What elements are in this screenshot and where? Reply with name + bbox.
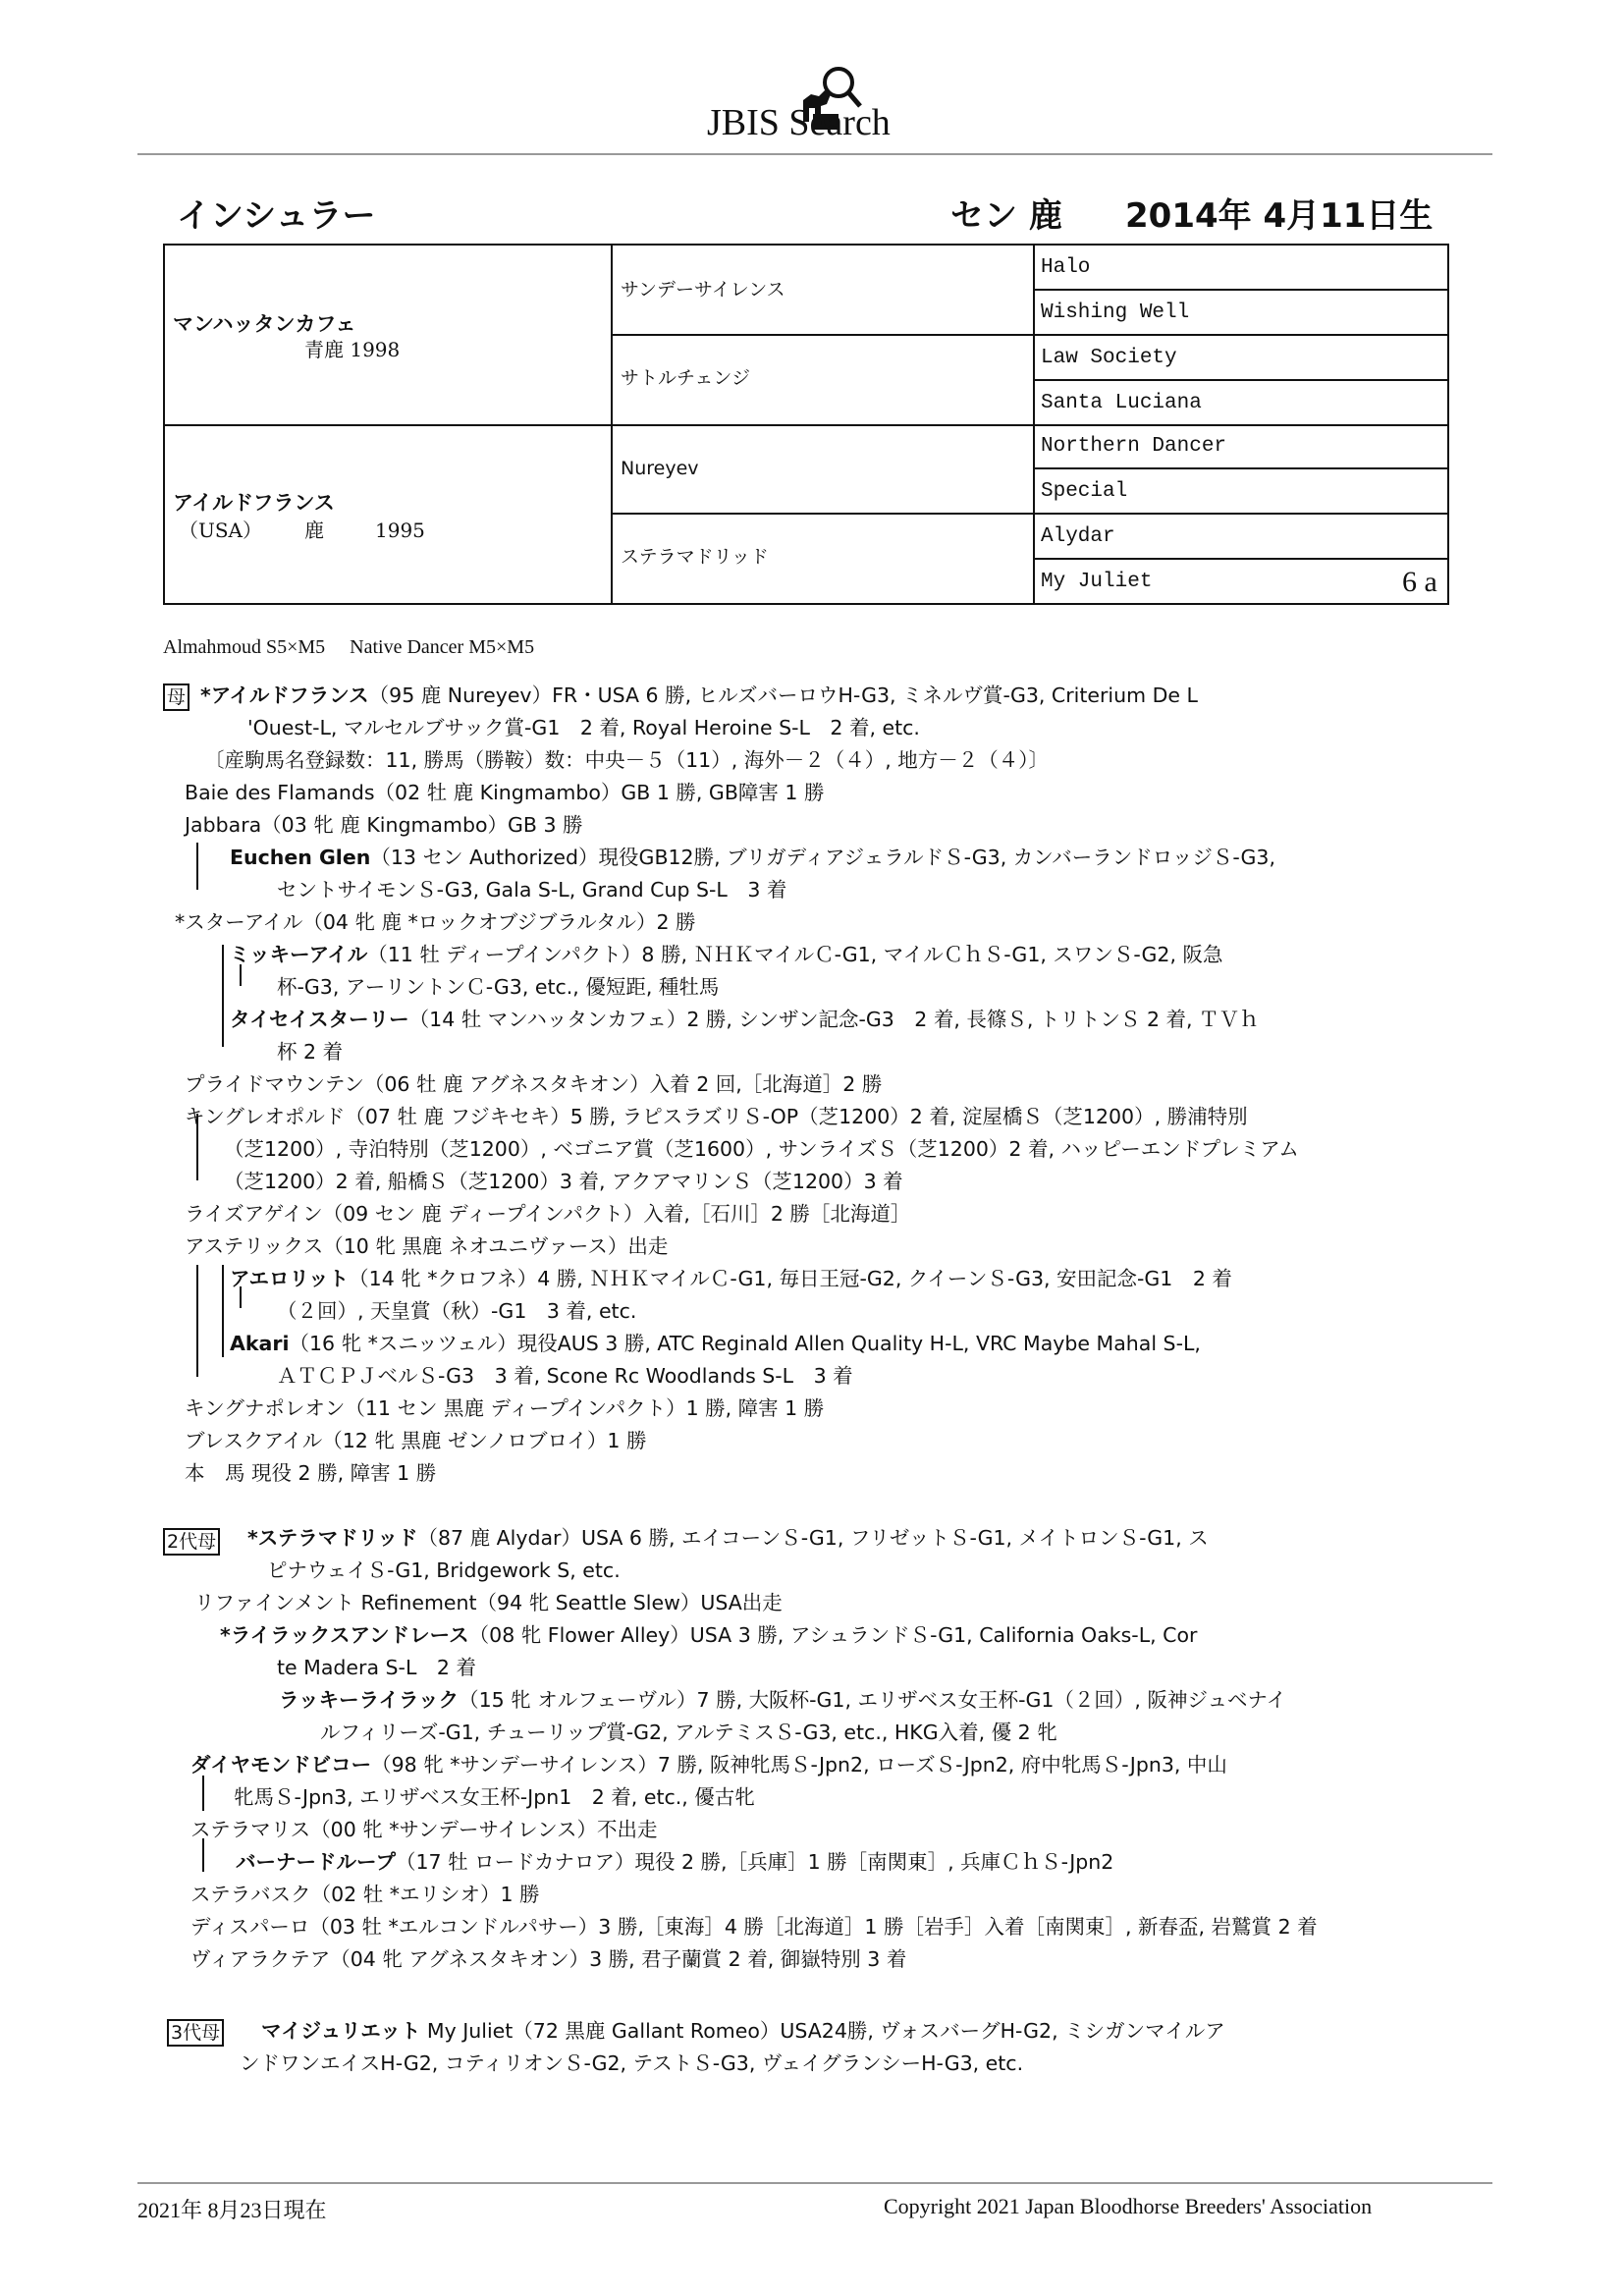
dam-line: アエロリット（14 牝 *クロフネ）4 勝, ＮＨＫマイルＣ-G1, 毎日王冠-G2, クイーンＳ-G3, 安田記念-G1 2 着 [230, 1267, 1232, 1290]
dam-line: 本 馬 現役 2 勝, 障害 1 勝 [185, 1461, 437, 1485]
second-dam-branch-line [202, 1838, 204, 1872]
dam-line: （芝1200）2 着, 船橋Ｓ（芝1200）3 着, アクアマリンＳ（芝1200）3 着 [224, 1170, 903, 1193]
pedigree-g3-1: Halo [1041, 256, 1091, 279]
second-dam-line: ステラバスク（02 牡 *エリシオ）1 勝 [190, 1883, 540, 1906]
dam-line: ライズアゲイン（09 セン 鹿 ディープインパクト）入着,［石川］2 勝［北海道］ [185, 1202, 911, 1226]
dam-line: *アイルドフランス（95 鹿 Nureyev）FR・USA 6 勝, ヒルズバーロウH-G3, ミネルヴ賞-G3, Criterium De L [200, 683, 1198, 707]
second-dam-line: 牝馬Ｓ-Jpn3, エリザベス女王杯-Jpn1 2 着, etc., 優古牝 [234, 1785, 755, 1809]
second-dam-line: ヴィアラクテア（04 牝 アグネスタキオン）3 勝, 君子蘭賞 2 着, 御嶽特別 3 着 [190, 1947, 907, 1971]
header-divider [137, 153, 1492, 155]
horse-birthdate: 2014年 4月11日生 [1125, 196, 1434, 236]
dam-line: ＡＴＣＰＪベルＳ-G3 3 着, Scone Rc Woodlands S-L 3 着 [277, 1364, 853, 1388]
jbis-logo [707, 61, 943, 151]
pedigree-g2-4: ステラマドリッド [621, 546, 769, 568]
second-dam-line: ピナウェイＳ-G1, Bridgework S, etc. [267, 1558, 621, 1582]
pedigree-g3-3: Law Society [1041, 347, 1177, 369]
dam-line: 〔産駒馬名登録数：11, 勝馬（勝鞍）数：中央－５（11）, 海外－２（４）, 地方－２（４）〕 [204, 748, 1050, 772]
dam-line: ミッキーアイル（11 牡 ディープインパクト）8 勝, ＮＨＫマイルＣ-G1, マイルＣｈＳ-G1, スワンＳ-G2, 阪急 [230, 943, 1223, 966]
second-dam-line: te Madera S-L 2 着 [277, 1656, 476, 1679]
dam-line: Jabbara（03 牝 鹿 Kingmambo）GB 3 勝 [185, 813, 583, 837]
dam-color: 鹿 [304, 519, 324, 542]
second-dam-line: ルフィリーズ-G1, チューリップ賞-G2, アルテミスＳ-G3, etc., HKG入着, 優 2 牝 [320, 1721, 1057, 1744]
pedigree-g3-6: Special [1041, 480, 1128, 503]
third-dam-section-tag: 3代母 [167, 2019, 224, 2047]
dam-line: （２回）, 天皇賞（秋）-G1 3 着, etc. [277, 1299, 637, 1323]
dam-branch-line [196, 843, 198, 890]
second-dam-line: *ステラマドリッド（87 鹿 Alydar）USA 6 勝, エイコーンＳ-G1, フリゼットＳ-G1, メイトロンＳ-G1, ス [247, 1526, 1209, 1550]
dam-line: *スターアイル（04 牝 鹿 *ロックオブジブラルタル）2 勝 [175, 910, 696, 934]
sire-detail: 青鹿 1998 [304, 338, 401, 361]
dam-line: （芝1200）, 寺泊特別（芝1200）, ベゴニア賞（芝1600）, サンライズＳ（芝1200）2 着, ハッピーエンドプレミアム [224, 1137, 1299, 1161]
dam-line: Akari（16 牝 *スニッツェル）現役AUS 3 勝, ATC Reginald Allen Quality H-L, VRC Maybe Mahal S-L, [230, 1332, 1201, 1355]
dam-line: キングナポレオン（11 セン 黒鹿 ディープインパクト）1 勝, 障害 1 勝 [185, 1396, 825, 1420]
dam-line: タイセイスターリー（14 牡 マンハッタンカフェ）2 勝, シンザン記念-G3 2 着, 長篠Ｓ, トリトンＳ 2 着, ＴＶｈ [230, 1008, 1260, 1031]
dam-origin: （USA） [179, 519, 262, 542]
second-dam-branch-line [202, 1776, 204, 1811]
dam-branch-line [240, 964, 242, 986]
pedigree-g3-8: My Juliet [1041, 571, 1153, 593]
dam-line: プライドマウンテン（06 牡 鹿 アグネスタキオン）入着 2 回,［北海道］2 勝 [185, 1072, 883, 1096]
second-dam-line: ラッキーライラック（15 牝 オルフェーヴル）7 勝, 大阪杯-G1, エリザベス女王杯-G1（２回）, 阪神ジュベナイ [279, 1688, 1287, 1712]
horse-sex-color: セン 鹿 [950, 196, 1062, 236]
third-dam-line: ンドワンエイスH-G2, コティリオンＳ-G2, テストＳ-G3, ヴェイグランシーH-G3, etc. [240, 2051, 1024, 2075]
dam-line: ブレスクアイル（12 牝 黒鹿 ゼンノロブロイ）1 勝 [185, 1429, 647, 1452]
second-dam-line: ダイヤモンドビコー（98 牝 *サンデーサイレンス）7 勝, 阪神牝馬Ｓ-Jpn2, ローズＳ-Jpn2, 府中牝馬Ｓ-Jpn3, 中山 [190, 1753, 1227, 1777]
logo-text: JBIS Search [707, 102, 891, 143]
pedigree-g3-4: Santa Luciana [1041, 392, 1202, 414]
footer-divider [137, 2182, 1492, 2184]
dam-section-tag: 母 [163, 683, 189, 711]
dam-branch-line [222, 945, 224, 1047]
dam-line: アステリックス（10 牝 黒鹿 ネオユニヴァース）出走 [185, 1234, 669, 1258]
inbreeding-note: Almahmoud S5×M5 Native Dancer M5×M5 [163, 636, 535, 658]
footer-copyright: Copyright 2021 Japan Bloodhorse Breeders' Association [884, 2194, 1373, 2218]
footer-date: 2021年 8月23日現在 [137, 2198, 327, 2222]
dam-line: キングレオポルド（07 牡 鹿 フジキセキ）5 勝, ラピスラズリＳ-OP（芝1200）2 着, 淀屋橋Ｓ（芝1200）, 勝浦特別 [185, 1105, 1248, 1128]
second-dam-section-tag: 2代母 [163, 1528, 220, 1556]
second-dam-line: ディスパーロ（03 牡 *エルコンドルパサー）3 勝,［東海］4 勝［北海道］1 勝［岩手］入着［南関東］, 新春盃, 岩鷲賞 2 着 [190, 1915, 1318, 1939]
dam-name: アイルドフランス [173, 491, 335, 515]
sire-name: マンハッタンカフェ [173, 312, 356, 336]
pedigree-table [163, 244, 1449, 605]
second-dam-line: リファインメント Refinement（94 牝 Seattle Slew）USA出走 [194, 1591, 783, 1614]
dam-year: 1995 [375, 519, 425, 542]
second-dam-line: ステラマリス（00 牝 *サンデーサイレンス）不出走 [190, 1818, 658, 1841]
pedigree-g3-2: Wishing Well [1041, 301, 1190, 324]
dam-line: セントサイモンＳ-G3, Gala S-L, Grand Cup S-L 3 着 [277, 878, 787, 902]
dam-line: 'Ouest-L, マルセルブサック賞-G1 2 着, Royal Heroine S-L 2 着, etc. [247, 716, 920, 739]
third-dam-line: マイジュリエット My Juliet（72 黒鹿 Gallant Romeo）USA24勝, ヴォスバーグH-G2, ミシガンマイルア [261, 2019, 1225, 2043]
dam-line: Baie des Flamands（02 牡 鹿 Kingmambo）GB 1 勝, GB障害 1 勝 [185, 781, 825, 804]
dam-line: 杯 2 着 [277, 1040, 344, 1064]
dam-line: Euchen Glen（13 セン Authorized）現役GB12勝, ブリガディアジェラルドＳ-G3, カンバーランドロッジＳ-G3, [230, 846, 1275, 869]
pedigree-g3-5: Northern Dancer [1041, 435, 1227, 458]
horse-name: インシュラー [177, 196, 376, 236]
family-number: 6 a [1402, 566, 1437, 598]
second-dam-line: *ライラックスアンドレース（08 牝 Flower Alley）USA 3 勝, アシュランドＳ-G1, California Oaks-L, Cor [220, 1623, 1198, 1647]
pedigree-g2-1: サンデーサイレンス [621, 279, 785, 301]
dam-branch-line [222, 1265, 224, 1357]
dam-line: 杯-G3, アーリントンＣ-G3, etc., 優短距, 種牡馬 [277, 975, 720, 999]
second-dam-line: バーナードループ（17 牡 ロードカナロア）現役 2 勝,［兵庫］1 勝［南関東］, 兵庫ＣｈＳ-Jpn2 [236, 1850, 1114, 1874]
pedigree-g2-3: Nureyev [621, 458, 699, 479]
pedigree-g3-7: Alydar [1041, 525, 1115, 548]
pedigree-g2-2: サトルチェンジ [621, 367, 750, 389]
dam-branch-line [196, 1265, 198, 1377]
